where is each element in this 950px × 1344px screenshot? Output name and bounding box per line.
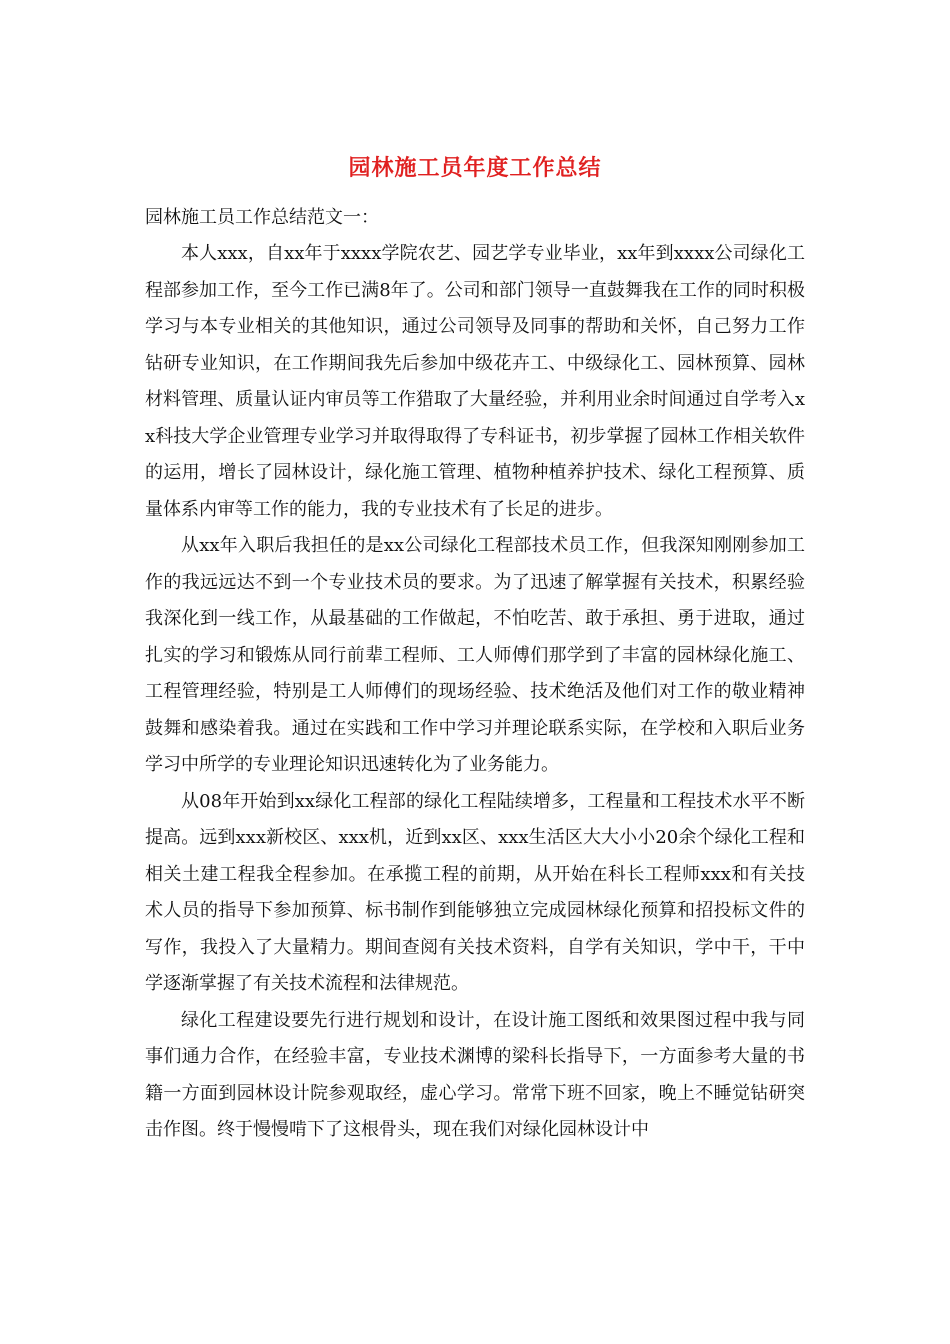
document-page bbox=[145, 150, 805, 1149]
paragraph-1: 本人xxx，自xx年于xxxx学院农艺、园艺学专业毕业，xx年到xxxx公司绿化工程部参加工作，至今工作已满8年了。公司和部门领导一直鼓舞我在工作的同时积极学习与本专业相关的其他知识，通过公司领导及同事的帮助和关怀，自己努力工作钻研专业知识，在工作期间我先后参加中级花卉工、中级绿化工、园林预算、园林材料管理、质量认证内审员等工作猎取了大量经验，并利用业余时间通过自学考入xx科技大学企业管理专业学习并取得取得了专科证书，初步掌握了园林工作相关软件的运用，增长了园林设计，绿化施工管理、植物种植养护技术、绿化工程预算、质量体系内审等工作的能力，我的专业技术有了长足的进步。 bbox=[145, 243, 805, 520]
document-subtitle: 园林施工员工作总结范文一： bbox=[145, 207, 379, 228]
paragraph-2: 从xx年入职后我担任的是xx公司绿化工程部技术员工作，但我深知刚刚参加工作的我远远达不到一个专业技术员的要求。为了迅速了解掌握有关技术，积累经验我深化到一线工作，从最基础的工作做起，不怕吃苦、敢于承担、勇于进取，通过扎实的学习和锻炼从同行前辈工程师、工人师傅们那学到了丰富的园林绿化施工、工程管理经验，特别是工人师傅们的现场经验、技术绝活及他们对工作的敬业精神鼓舞和感染着我。通过在实践和工作中学习并理论联系实际，在学校和入职后业务学习中所学的专业理论知识迅速转化为了业务能力。 bbox=[145, 535, 805, 775]
paragraph-3: 从08年开始到xx绿化工程部的绿化工程陆续增多，工程量和工程技术水平不断提高。远到xxx新校区、xxx机，近到xx区、xxx生活区大大小小20余个绿化工程和相关土建工程我全程参加。在承揽工程的前期，从开始在科长工程师xxx和有关技术人员的指导下参加预算、标书制作到能够独立完成园林绿化预算和招投标文件的写作，我投入了大量精力。期间查阅有关技术资料，自学有关知识，学中干，干中学逐渐掌握了有关技术流程和法律规范。 bbox=[145, 790, 805, 994]
document-title: 园林施工员年度工作总结 bbox=[348, 155, 602, 181]
paragraph-4: 绿化工程建设要先行进行规划和设计，在设计施工图纸和效果图过程中我与同事们通力合作，在经验丰富，专业技术渊博的梁科长指导下，一方面参考大量的书籍一方面到园林设计院参观取经，虚心学习。常常下班不回家，晚上不睡觉钻研突击作图。终于慢慢啃下了这根骨头，现在我们对绿化园林设计中 bbox=[145, 1009, 805, 1140]
